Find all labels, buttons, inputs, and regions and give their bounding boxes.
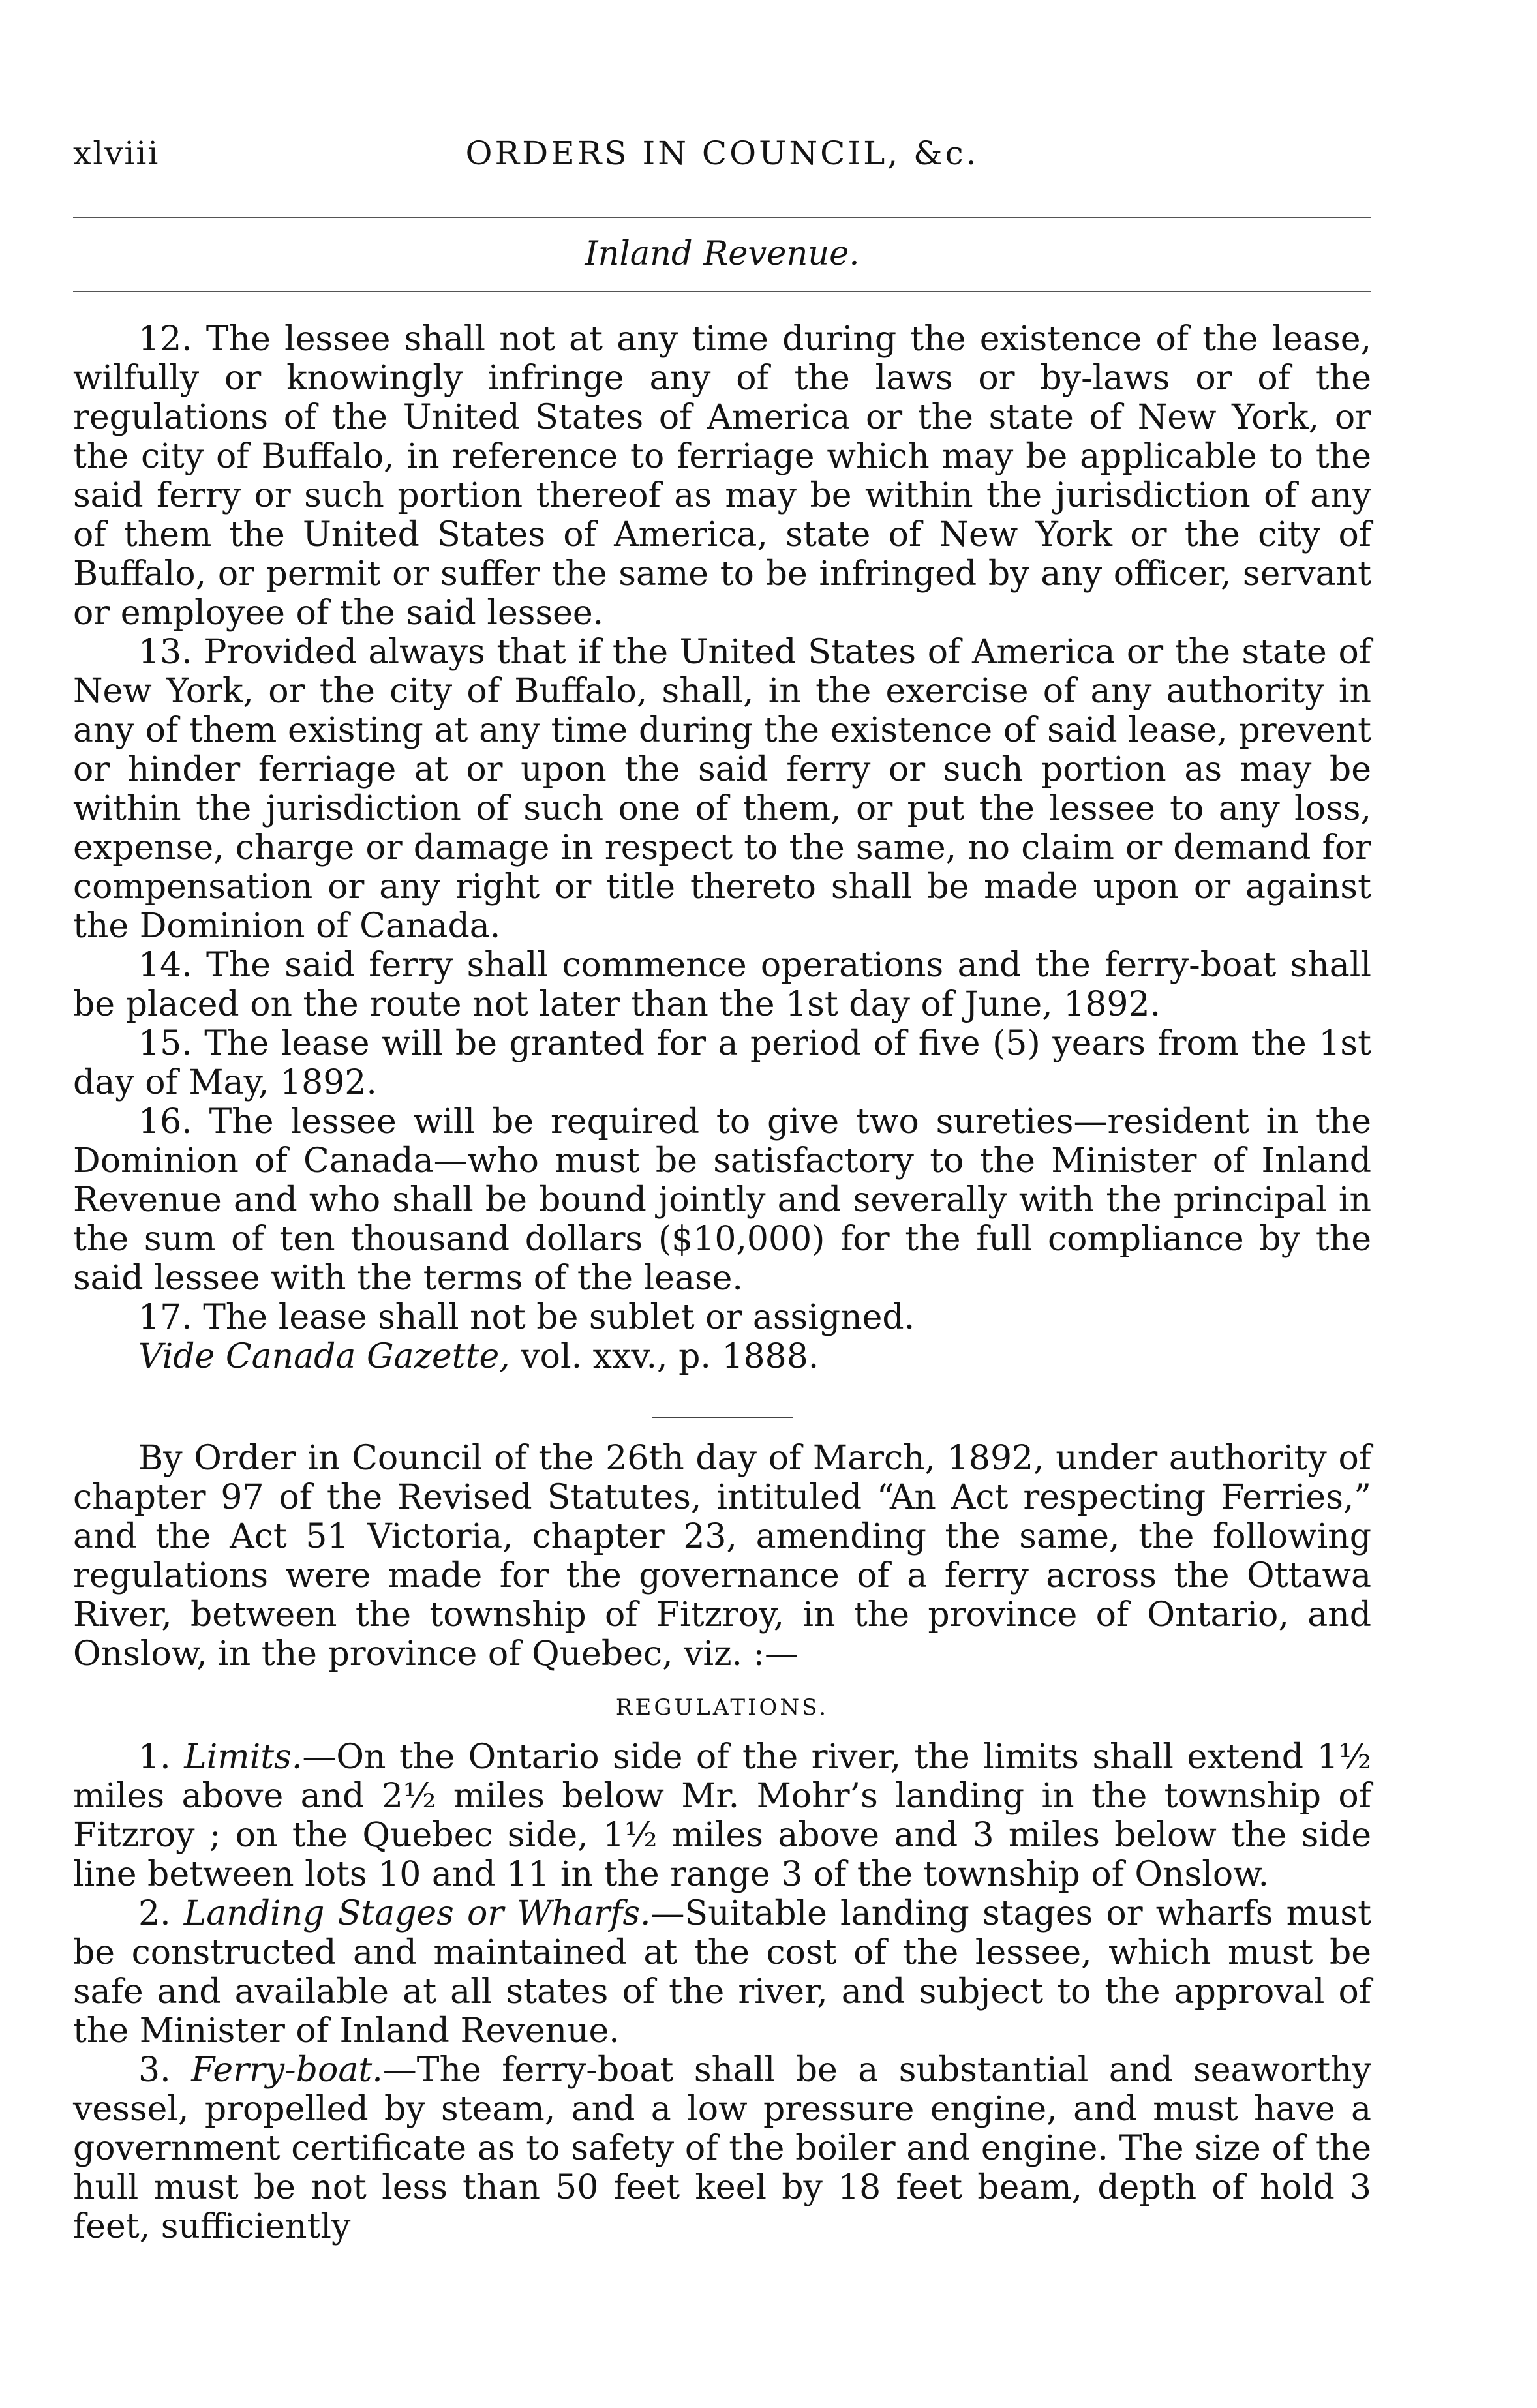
paragraph-17: 17. The lease shall not be sublet or assigned. xyxy=(138,1298,915,1337)
regulation-number: 3. xyxy=(138,2051,192,2090)
regulation-text: —The ferry-boat shall be a substantial and seaworthy vessel, propelled by steam, and a low pressure engine, and must have a government certificate as to safety of the boiler and engine. The size of the hull must be not less than 50 feet keel by 18 feet beam, depth of hold 3 feet, sufficiently xyxy=(73,2051,1371,2246)
regulation-title: Limits. xyxy=(184,1738,303,1777)
regulation-item-3 xyxy=(73,2051,1371,2246)
gazette-title: Vide Canada Gazette, xyxy=(138,1337,510,1376)
regulation-item-1 xyxy=(73,1738,1371,1894)
regulation-title: Landing Stages or Wharfs. xyxy=(183,1894,651,1933)
regulation-title: Ferry-boat. xyxy=(191,2051,383,2090)
regulation-number: 1. xyxy=(138,1738,185,1777)
paragraph-12: 12. The lessee shall not at any time during the existence of the lease, wilfully or knowingly infringe any of the laws or by-laws or of the regulations of the United States of America or the state of New York, or the city of Buffalo, in reference to ferriage which may be applicable to the said ferry or such portion thereof as may be within the jurisdiction of any of them the United States of America, state of New York or the city of Buffalo, or permit or suffer the same to be infringed by any officer, servant or employee of the said lessee. xyxy=(73,320,1371,633)
regulations-heading: REGULATIONS. xyxy=(615,1694,829,1721)
page-number: xlviii xyxy=(73,134,160,172)
regulation-number: 2. xyxy=(138,1894,184,1933)
body-text xyxy=(73,320,1371,2246)
regulation-item-2 xyxy=(73,1894,1371,2051)
order-in-council-intro: By Order in Council of the 26th day of March, 1892, under authority of chapter 97 of the Revised Statutes, intituled “An Act respecting Ferries,” and the Act 51 Victoria, chapter 23, amending the same, the following regulations were made for the governance of a ferry across the Ottawa River, between the township of Fitzroy, in the province of Ontario, and Onslow, in the province of Quebec, viz. :— xyxy=(73,1439,1371,1674)
paragraph-15: 15. The lease will be granted for a period of five (5) years from the 1st day of May, 1892. xyxy=(73,1024,1371,1102)
section-title: Inland Revenue. xyxy=(585,235,860,273)
section-divider xyxy=(652,1417,793,1418)
regulation-text: —Suitable landing stages or wharfs must be constructed and maintained at the cost of the lessee, which must be safe and available at all states of the river, and subject to the approval of the Minister of Inland Revenue. xyxy=(73,1894,1371,2051)
section-rule xyxy=(73,291,1371,292)
paragraph-14: 14. The said ferry shall commence operations and the ferry-boat shall be placed on the route not later than the 1st day of June, 1892. xyxy=(73,946,1371,1024)
regulation-text: —On the Ontario side of the river, the limits shall extend 1½ miles above and 2½ miles below Mr. Mohr’s landing in the township of Fitzroy ; on the Quebec side, 1½ miles above and 3 miles below the side line between lots 10 and 11 in the range 3 of the township of Onslow. xyxy=(73,1738,1371,1894)
header-rule xyxy=(73,217,1371,218)
page-header xyxy=(73,134,1371,180)
gazette-reference xyxy=(73,1337,1371,1376)
paragraph-16: 16. The lessee will be required to give two sureties—resident in the Dominion of Canada—who must be satisfactory to the Minister of Inland Revenue and who shall be bound jointly and severally with the principal in the sum of ten thousand dollars ($10,000) for the full compliance by the said lessee with the terms of the lease. xyxy=(73,1102,1371,1298)
gazette-citation: vol. xxv., p. 1888. xyxy=(510,1337,819,1376)
paragraph-13: 13. Provided always that if the United States of America or the state of New York, or the city of Buffalo, shall, in the exercise of any authority in any of them existing at any time during the existence of said lease, prevent or hinder ferriage at or upon the said ferry or such portion as may be within the jurisdiction of such one of them, or put the lessee to any loss, expense, charge or damage in respect to the same, no claim or demand for compensation or any right or title thereto shall be made upon or against the Dominion of Canada. xyxy=(73,633,1371,946)
running-head: ORDERS IN COUNCIL, &c. xyxy=(465,134,979,172)
